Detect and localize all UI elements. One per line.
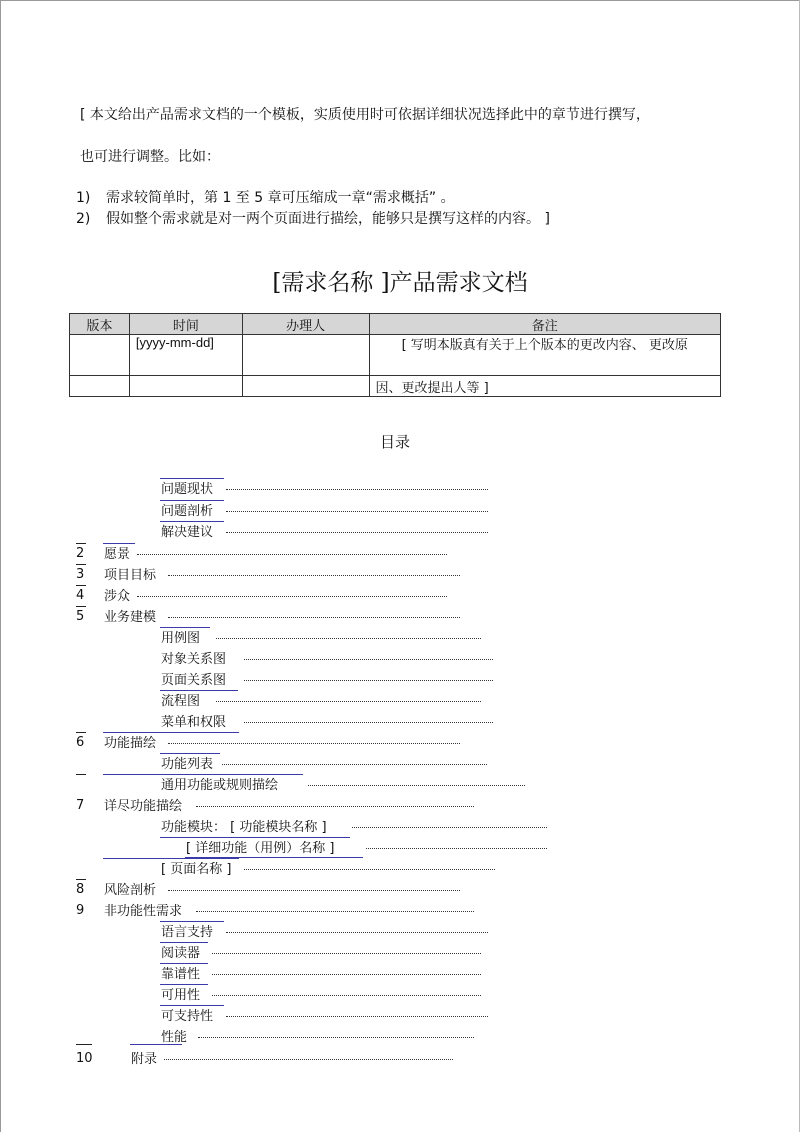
toc-entry-text: 性能 <box>161 1030 188 1045</box>
toc-number: 10 <box>76 1051 93 1066</box>
toc-number: 4 <box>76 588 85 603</box>
link-underline <box>160 942 208 943</box>
toc-number: 9 <box>76 903 85 918</box>
intro-line-2: 也可进行调整。比如： <box>80 149 220 165</box>
toc-leader-dots <box>216 638 481 639</box>
toc-number: 5 <box>76 609 85 624</box>
toc-number-underline <box>76 879 86 880</box>
toc-entry-text: 可用性 <box>161 988 201 1003</box>
header-handler: 办理人 <box>242 314 369 335</box>
toc-entry-text: 风险剖析 <box>104 883 157 898</box>
toc-number-underline <box>76 774 86 775</box>
toc-number: 2 <box>76 546 85 561</box>
link-underline <box>103 774 303 775</box>
intro-item-2 <box>76 208 550 228</box>
toc-number-underline <box>76 543 86 544</box>
toc-entry-text: 流程图 <box>161 694 201 709</box>
toc-leader-dots <box>226 1016 488 1017</box>
toc-leader-dots <box>244 680 493 681</box>
toc-leader-dots <box>366 848 547 849</box>
intro-item-text: 需求较简单时，第 1 至 5 章可压缩成一章“需求概括” 。 <box>106 190 455 206</box>
toc-leader-dots <box>168 743 460 744</box>
toc-entry-text: 非功能性需求 <box>104 904 183 919</box>
cell-empty <box>129 376 242 397</box>
link-underline <box>160 500 224 501</box>
document-title: [需求名称 ]产品需求文档 <box>272 270 528 296</box>
cell-version <box>70 335 130 376</box>
cell-empty <box>242 376 369 397</box>
toc-number: 3 <box>76 567 85 582</box>
link-underline <box>160 837 350 838</box>
toc-leader-dots <box>222 764 487 765</box>
link-underline <box>160 478 224 479</box>
link-underline <box>160 627 210 628</box>
toc-number-underline <box>76 585 86 586</box>
link-underline <box>160 921 224 922</box>
cell-handler <box>242 335 369 376</box>
toc-leader-dots <box>226 932 488 933</box>
toc-leader-dots <box>244 869 495 870</box>
revision-table-header <box>70 314 721 335</box>
toc-number-underline <box>76 606 86 607</box>
page-border-top <box>0 0 800 1</box>
toc-entry-text: 功能列表 <box>161 757 214 772</box>
toc-leader-dots <box>244 722 493 723</box>
header-time: 时间 <box>129 314 242 335</box>
header-version: 版本 <box>70 314 130 335</box>
toc-entry-text: 附录 <box>131 1052 158 1067</box>
toc-entry-text: 用例图 <box>161 631 201 646</box>
cell-remark <box>369 335 720 376</box>
toc-entry-text: 阅读器 <box>161 946 201 961</box>
toc-number: 6 <box>76 735 85 750</box>
toc-entry-text: [ 详细功能（用例）名称 ] <box>186 841 335 856</box>
toc-entry-text: 涉众 <box>104 589 131 604</box>
toc-leader-dots <box>308 785 525 786</box>
link-underline <box>160 984 208 985</box>
toc-entry-text: 功能描绘 <box>104 736 157 751</box>
link-underline <box>160 753 220 754</box>
toc-leader-dots <box>196 806 474 807</box>
toc-leader-dots <box>226 511 488 512</box>
toc-leader-dots <box>212 953 481 954</box>
toc-number-underline <box>76 732 86 733</box>
toc-entry-text: 对象关系图 <box>161 652 227 667</box>
toc-entry-text: 菜单和权限 <box>161 715 227 730</box>
link-underline <box>103 732 239 733</box>
toc-entry-text: 靠谱性 <box>161 967 201 982</box>
toc-entry-text: 详尽功能描绘 <box>104 799 183 814</box>
intro-item-text: 假如整个需求就是对一两个页面进行描绘，能够只是撰写这样的内容。 ] <box>106 211 550 227</box>
toc-leader-dots <box>168 575 460 576</box>
page-border-left <box>0 0 1 1132</box>
toc-leader-dots <box>212 974 481 975</box>
toc-leader-dots <box>198 1037 474 1038</box>
link-underline <box>160 1005 224 1006</box>
intro-line-1: [ 本文给出产品需求文档的一个模板，实质使用时可依据详细状况选择此中的章节进行撰写， <box>80 107 650 123</box>
cell-remark-continued <box>369 376 720 397</box>
link-underline <box>160 690 238 691</box>
toc-leader-dots <box>212 995 481 996</box>
toc-entry-text: 问题现状 <box>161 482 214 497</box>
toc-entry-text: 解决建议 <box>161 525 214 540</box>
toc-entry-text: 项目目标 <box>104 568 157 583</box>
cell-empty <box>70 376 130 397</box>
header-remark: 备注 <box>369 314 720 335</box>
intro-item-number: 2) <box>76 211 91 227</box>
toc-leader-dots <box>137 554 447 555</box>
toc-entry-text: 功能模块： [ 功能模块名称 ] <box>161 820 327 835</box>
toc-entry-text: 问题剖析 <box>161 504 214 519</box>
toc-entry-text: 可支持性 <box>161 1009 214 1024</box>
link-underline <box>103 858 239 859</box>
toc-leader-dots <box>216 701 481 702</box>
intro-item-1 <box>76 187 455 207</box>
toc-number-underline <box>76 1044 92 1045</box>
toc-leader-dots <box>244 659 493 660</box>
toc-leader-dots <box>137 596 447 597</box>
toc-leader-dots <box>352 827 547 828</box>
toc-leader-dots <box>168 890 460 891</box>
toc-leader-dots <box>168 617 460 618</box>
remark-text: [ 写明本版真有关于上个版本的更改内容、 更改原 <box>401 338 688 353</box>
link-underline <box>103 543 135 544</box>
toc-leader-dots <box>196 911 474 912</box>
toc-leader-dots <box>164 1059 453 1060</box>
toc-entry-text: [ 页面名称 ] <box>161 862 232 877</box>
revision-table <box>69 313 721 397</box>
toc-leader-dots <box>226 532 488 533</box>
toc-entry-text: 业务建模 <box>104 610 157 625</box>
toc-entry-text: 页面关系图 <box>161 673 227 688</box>
toc-number: 8 <box>76 882 85 897</box>
table-row <box>70 335 721 376</box>
toc-number-underline <box>76 564 86 565</box>
intro-item-number: 1) <box>76 190 91 206</box>
table-row <box>70 376 721 397</box>
toc-leader-dots <box>226 489 488 490</box>
toc-entry-text: 愿景 <box>104 547 131 562</box>
cell-time: [yyyy-mm-dd] <box>129 335 242 376</box>
toc-entry-text: 通用功能或规则描绘 <box>161 778 279 793</box>
link-underline <box>160 521 224 522</box>
link-underline <box>160 963 208 964</box>
toc-entry-text: 语言支持 <box>161 925 214 940</box>
toc-number: 7 <box>76 798 85 813</box>
toc-title: 目录 <box>379 433 410 451</box>
remark-text-continued: 因、更改提出人等 ] <box>375 381 489 396</box>
